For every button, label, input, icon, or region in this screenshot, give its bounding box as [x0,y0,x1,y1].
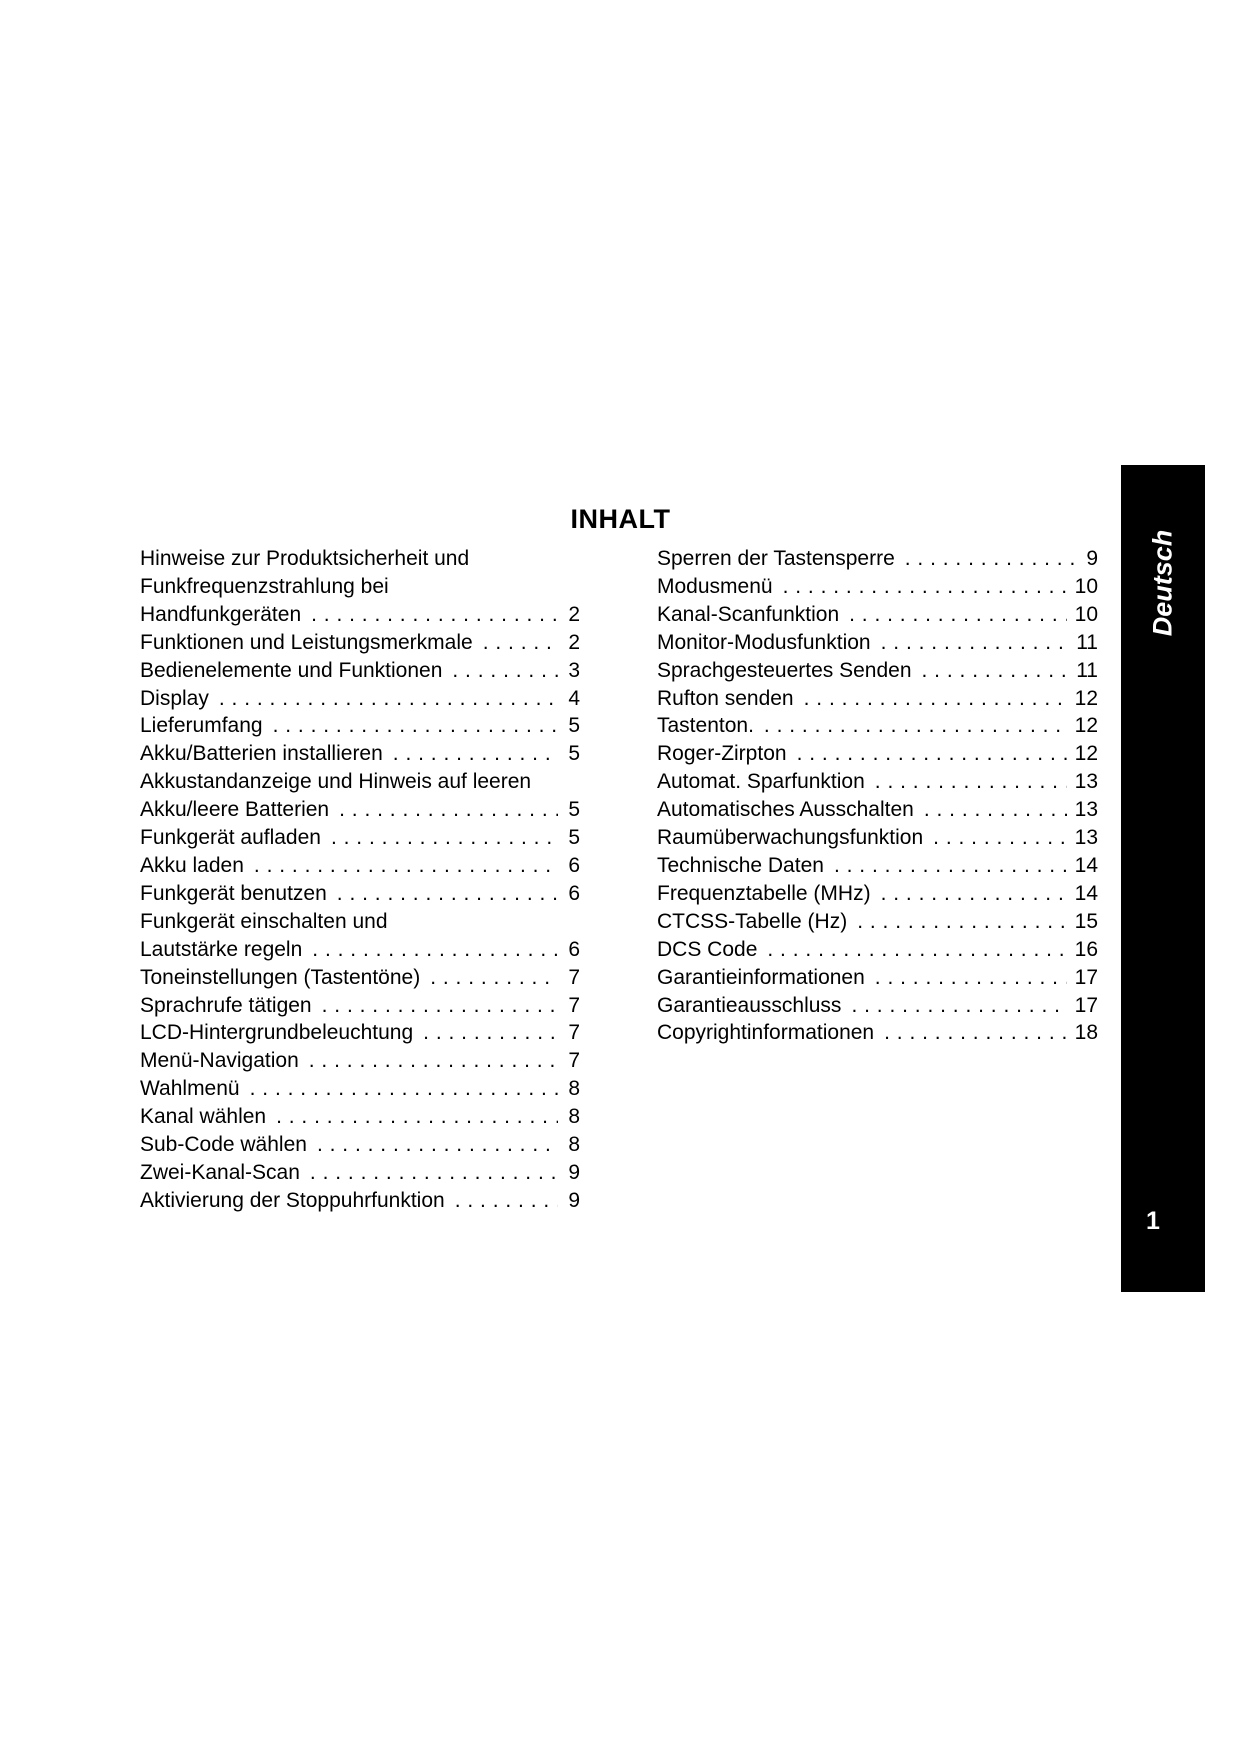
toc-entry[interactable] [657,740,1098,768]
toc-page-number: 10 [1074,602,1098,626]
toc-entry-title: Hinweise zur Produktsicherheit und [140,547,470,570]
toc-page-number: 6 [568,937,580,961]
toc-page-number: 14 [1074,853,1098,877]
toc-dot-leader [804,685,1067,713]
toc-page-number: 7 [568,1049,580,1073]
toc-entry-title: Funkfrequenzstrahlung bei [140,574,389,598]
toc-page-number: 15 [1074,909,1098,933]
toc-dot-leader [254,852,558,880]
toc-page-number: 13 [1074,770,1098,794]
toc-page-number: 12 [1074,686,1098,710]
toc-entry[interactable] [657,573,1098,601]
toc-page-number: 5 [568,742,580,766]
toc-page-number: 6 [568,853,580,877]
toc-page-number: 16 [1074,937,1098,961]
toc-entry-title: Akkustandanzeige und Hinweis auf leeren [140,770,532,794]
toc-page-number: 4 [568,686,580,710]
toc-right-column [657,545,1098,1047]
toc-entry[interactable] [657,601,1098,629]
toc-dot-leader [310,1159,558,1187]
toc-entry-title: Bedienelemente und Funktionen [140,658,443,682]
page-title: INHALT [570,504,671,534]
toc-page-number: 18 [1074,1021,1098,1045]
toc-entry[interactable] [657,796,1098,824]
toc-entry-title: Rufton senden [657,686,794,710]
toc-dot-leader [881,880,1067,908]
toc-page-number: 8 [568,1077,580,1101]
toc-entry[interactable] [140,796,580,824]
toc-dot-leader [767,936,1066,964]
toc-page-number: 7 [568,1021,580,1045]
language-label-container [1121,465,1205,665]
toc-entry[interactable] [657,992,1098,1020]
toc-dot-leader [337,880,558,908]
toc-entry-title: Handfunkgeräten [140,602,302,626]
toc-entry[interactable] [140,1187,580,1215]
toc-entry-line [140,545,580,573]
toc-entry[interactable] [140,824,580,852]
toc-entry[interactable] [657,824,1098,852]
toc-entry-line [140,573,580,601]
toc-dot-leader [875,964,1067,992]
toc-entry-title: Kanal wählen [140,1105,267,1129]
toc-page-number: 12 [1074,742,1098,766]
toc-dot-leader [783,573,1067,601]
toc-entry-title: Zwei-Kanal-Scan [140,1160,300,1184]
toc-entry[interactable] [657,908,1098,936]
toc-entry-title: Lieferumfang [140,714,263,738]
toc-dot-leader [797,740,1067,768]
toc-dot-leader [764,712,1067,740]
toc-entry-title: Garantieinformationen [657,965,865,989]
toc-entry-title: Roger-Zirpton [657,742,787,766]
language-label: Deutsch [1147,529,1178,637]
toc-page-number: 10 [1074,574,1098,598]
toc-entry[interactable] [657,712,1098,740]
toc-dot-leader [851,992,1066,1020]
toc-page-number: 5 [568,798,580,822]
toc-dot-leader [312,936,558,964]
toc-entry[interactable] [140,936,580,964]
toc-dot-leader [483,629,558,657]
toc-entry-title: Sperren der Tastensperre [657,547,895,570]
toc-entry-title: Toneinstellungen (Tastentöne) [140,965,421,989]
toc-entry-title: CTCSS-Tabelle (Hz) [657,909,848,933]
toc-dot-leader [452,657,558,685]
toc-dot-leader [331,824,558,852]
toc-dot-leader [317,1131,558,1159]
toc-dot-leader [905,545,1076,573]
toc-entry-title: Akku/leere Batterien [140,798,330,822]
toc-entry-title: Sub-Code wählen [140,1133,307,1157]
toc-page-number: 11 [1076,630,1098,654]
toc-entry[interactable] [657,880,1098,908]
toc-entry-title: Automat. Sparfunktion [657,770,865,794]
toc-entry-title: Funkgerät benutzen [140,881,327,905]
toc-page-number: 6 [568,881,580,905]
toc-page-number: 8 [568,1133,580,1157]
toc-dot-leader [430,964,558,992]
toc-entry[interactable] [140,1047,580,1075]
toc-page-number: 17 [1074,993,1098,1017]
toc-entry[interactable] [657,768,1098,796]
toc-entry-line [140,908,580,936]
toc-entry[interactable] [140,657,580,685]
toc-entry-title: Lautstärke regeln [140,937,303,961]
toc-entry-title: Tastenton. [657,714,754,738]
toc-entry[interactable] [140,601,580,629]
toc-dot-leader [219,685,558,713]
toc-page-number: 5 [568,714,580,738]
toc-entry-title: Funkgerät einschalten und [140,909,388,933]
toc-entry[interactable] [140,852,580,880]
toc-page-number: 9 [1086,547,1098,570]
toc-dot-leader [834,852,1067,880]
language-side-tab [1121,465,1205,1292]
toc-page-number: 8 [568,1105,580,1129]
toc-entry-line [140,768,580,796]
toc-dot-leader [339,796,558,824]
toc-entry-title: LCD-Hintergrundbeleuchtung [140,1021,414,1045]
toc-entry-title: Monitor-Modusfunktion [657,630,871,654]
toc-entry[interactable] [140,1019,580,1047]
toc-entry-title: Sprachrufe tätigen [140,993,312,1017]
toc-entry[interactable] [140,685,580,713]
toc-entry[interactable] [657,852,1098,880]
toc-page-number: 7 [568,965,580,989]
toc-entry-title: Aktivierung der Stoppuhrfunktion [140,1188,445,1212]
page-number: 1 [1146,1207,1160,1235]
toc-page-number: 3 [568,658,580,682]
toc-entry[interactable] [140,880,580,908]
toc-entry-title: Menü-Navigation [140,1049,299,1073]
toc-left-column [140,545,580,1215]
toc-entry-title: Akku/Batterien installieren [140,742,383,766]
toc-page-number: 2 [568,630,580,654]
toc-entry[interactable] [140,964,580,992]
toc-entry[interactable] [140,1075,580,1103]
toc-entry[interactable] [140,712,580,740]
toc-dot-leader [455,1187,558,1215]
toc-dot-leader [309,1047,558,1075]
toc-page-number: 17 [1074,965,1098,989]
toc-entry[interactable] [140,1159,580,1187]
toc-entry[interactable] [140,992,580,1020]
toc-entry[interactable] [140,1103,580,1131]
toc-page-number: 2 [568,602,580,626]
toc-entry-title: Garantieausschluss [657,993,842,1017]
toc-entry[interactable] [140,629,580,657]
toc-dot-leader [933,824,1066,852]
toc-dot-leader [250,1075,558,1103]
toc-entry[interactable] [657,964,1098,992]
toc-entry-title: Modusmenü [657,574,773,598]
toc-entry-title: Akku laden [140,853,244,877]
toc-entry-title: Display [140,686,209,710]
toc-entry-title: Wahlmenü [140,1077,240,1101]
toc-page-number: 7 [568,993,580,1017]
toc-dot-leader [393,740,558,768]
toc-dot-leader [875,768,1067,796]
toc-entry[interactable] [657,545,1098,573]
toc-entry[interactable] [657,1019,1098,1047]
toc-page-number: 9 [568,1160,580,1184]
toc-entry-title: Frequenztabelle (MHz) [657,881,871,905]
toc-dot-leader [311,601,558,629]
toc-dot-leader [322,992,558,1020]
toc-entry-title: Technische Daten [657,853,824,877]
toc-entry[interactable] [140,1131,580,1159]
toc-dot-leader [849,601,1067,629]
toc-entry[interactable] [140,740,580,768]
toc-entry[interactable] [657,685,1098,713]
toc-dot-leader [857,908,1066,936]
toc-dot-leader [273,712,558,740]
toc-entry-title: Copyrightinformationen [657,1021,875,1045]
toc-page-number: 12 [1074,714,1098,738]
toc-entry[interactable] [657,629,1098,657]
toc-dot-leader [423,1019,558,1047]
toc-page-number: 13 [1074,798,1098,822]
toc-dot-leader [922,657,1069,685]
toc-entry-title: DCS Code [657,937,758,961]
toc-page-number: 9 [568,1188,580,1212]
toc-entry-title: Raumüberwachungsfunktion [657,826,924,850]
toc-dot-leader [884,1019,1067,1047]
toc-entry-title: Sprachgesteuertes Senden [657,658,912,682]
toc-page-number: 13 [1074,826,1098,850]
toc-dot-leader [276,1103,558,1131]
toc-dot-leader [924,796,1067,824]
toc-entry-title: Funktionen und Leistungsmerkmale [140,630,473,654]
toc-page-number: 14 [1074,881,1098,905]
toc-page-number: 5 [568,826,580,850]
toc-page-number: 11 [1076,658,1098,682]
toc-entry-title: Funkgerät aufladen [140,826,321,850]
toc-entry[interactable] [657,936,1098,964]
toc-entry-title: Automatisches Ausschalten [657,798,914,822]
toc-entry[interactable] [657,657,1098,685]
toc-dot-leader [881,629,1069,657]
toc-entry-title: Kanal-Scanfunktion [657,602,840,626]
